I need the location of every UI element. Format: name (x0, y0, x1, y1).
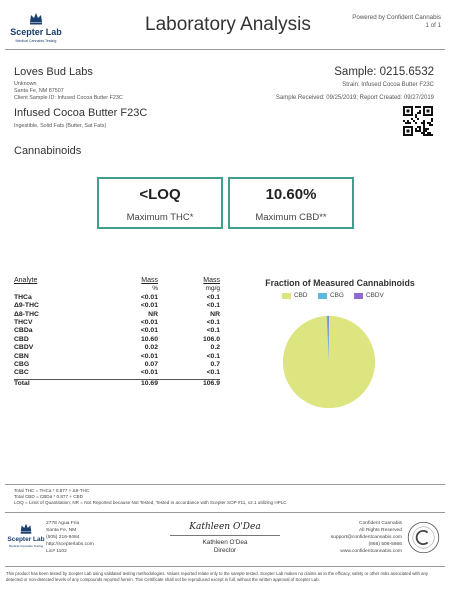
analyte-name: Δ8-THC (14, 310, 39, 318)
disclaimer-divider (5, 566, 445, 567)
mass-percent: <0.01 (140, 352, 158, 360)
mass-percent: <0.01 (140, 318, 158, 326)
mass-mg-per-g: 0.2 (210, 344, 220, 352)
mass-mg-per-g: <0.1 (206, 318, 220, 326)
table-header-row (14, 277, 224, 285)
analyte-name: THCa (14, 293, 32, 301)
signature-line (170, 535, 280, 536)
confident-name: Confident Cannabis (359, 521, 402, 526)
sample-strain: Strain: Infused Cocoa Butter F23C (342, 82, 434, 88)
confident-cannabis-seal-icon (407, 521, 440, 554)
analyte-name: CBDV (14, 344, 34, 352)
logo-subtitle: Medical Cannabis Testing (15, 39, 57, 43)
footer-logo-name: Scepter Lab (7, 536, 45, 543)
report-header (5, 8, 445, 46)
mass-percent: 0.02 (144, 344, 158, 352)
table-units-row (14, 285, 224, 293)
table-row (14, 361, 224, 369)
client-name: Loves Bud Labs (14, 66, 93, 78)
crown-icon (28, 10, 44, 26)
pie-chart (281, 314, 377, 410)
total-mg: 106.9 (202, 379, 220, 387)
mass-percent: 0.07 (144, 360, 158, 368)
legend-label: CBD (294, 292, 308, 299)
page-title: Laboratory Analysis (145, 14, 311, 35)
signer-role: Director (213, 547, 237, 554)
max-cbd-label: Maximum CBD** (255, 212, 327, 223)
total-label: Total (14, 379, 30, 387)
header-analyte: Analyte (14, 277, 38, 284)
analyte-name: Δ9-THC (14, 302, 39, 310)
section-title-cannabinoids: Cannabinoids (14, 145, 82, 157)
legend-swatch (318, 293, 327, 299)
signer-name: Kathleen O'Dea (202, 539, 248, 546)
total-divider (14, 379, 220, 380)
table-row (14, 344, 224, 352)
client-address-line2: Santa Fe, NM 87507 (14, 88, 64, 94)
mass-percent: <0.01 (140, 293, 158, 301)
table-row (14, 294, 224, 302)
max-thc-value: <LOQ (139, 186, 181, 203)
mass-percent: 10.60 (140, 335, 158, 343)
analyte-name: CBDa (14, 327, 33, 335)
powered-by-text: Powered by Confident Cannabis (352, 14, 441, 21)
table-body (14, 294, 224, 378)
product-category: Ingestible, Solid Fats (Butter, Sat Fats) (14, 123, 107, 129)
unit-mg-per-g: mg/g (205, 285, 220, 293)
legend-swatch (282, 293, 291, 299)
sample-dates: Sample Received: 09/25/2019; Report Created: 09/27/2019 (275, 95, 434, 101)
scepter-lab-logo (7, 10, 65, 46)
mass-mg-per-g: 106.0 (202, 335, 220, 343)
footnote-loq: LOQ = Limit of Quantitation; NR = Not Reported because Not Tested, Tested in accordance with Scepter SOP #11, v2.1 utilizing HPLC (14, 500, 287, 505)
header-mass-mg: Mass (203, 277, 220, 284)
cannabinoid-table (14, 277, 224, 388)
footer-address-line: Santa Fe, NM (46, 528, 77, 533)
mass-mg-per-g: <0.1 (206, 302, 220, 310)
table-row (14, 319, 224, 327)
footer-license: Lic# 1102 (46, 549, 67, 554)
mass-percent: <0.01 (140, 369, 158, 377)
confident-website-link[interactable]: www.confidentcannabis.com (340, 549, 402, 554)
mass-mg-per-g: <0.1 (206, 352, 220, 360)
analyte-name: CBN (14, 352, 29, 360)
max-cbd-value: 10.60% (265, 186, 317, 203)
mass-mg-per-g: NR (210, 310, 220, 318)
footer-address-line: 2778 Agua Fria (46, 521, 80, 526)
header-divider (5, 49, 445, 50)
qr-code-icon (403, 106, 433, 136)
table-row (14, 353, 224, 361)
table-row (14, 327, 224, 335)
unit-percent: % (152, 285, 158, 293)
disclaimer-text: This product has been tested by Scepter Lab using validated testing methodologies. Values reported relate only to the sample tested. Scepter Lab makes no claims as to the efficacy, safety or other risks associated with any detected or non-detected levels of any compounds reported herein. This Certificate shall not be reproduced except in full, without the written approval of Scepter Lab. (6, 571, 429, 582)
client-address-line1: Unknown (14, 81, 37, 87)
footer-website-link[interactable]: http://scepterlabs.com (46, 542, 94, 547)
signature: Kathleen O'Dea (189, 522, 261, 532)
max-cbd-box (228, 177, 354, 229)
footnote-total-cbd: Total CBD = CBDa * 0.877 + CBD (14, 494, 83, 499)
sample-id: Sample: 0215.6532 (334, 66, 434, 78)
mass-percent: NR (148, 310, 158, 318)
logo-name: Scepter Lab (10, 27, 62, 37)
mass-percent: <0.01 (140, 302, 158, 310)
product-title: Infused Cocoa Butter F23C (14, 107, 148, 119)
analyte-name: CBD (14, 335, 29, 343)
legend-swatch (354, 293, 363, 299)
page-number: 1 of 1 (425, 22, 441, 29)
analyte-name: THCV (14, 318, 33, 326)
mass-mg-per-g: 0.7 (210, 360, 220, 368)
mass-mg-per-g: <0.1 (206, 369, 220, 377)
legend-label: CBG (330, 292, 344, 299)
confident-phone: (866) 506-5866 (368, 542, 402, 547)
footer-divider (5, 512, 445, 513)
footnote-total-thc: Total THC = THCa * 0.877 + Δ9-THC (14, 488, 90, 493)
footer-logo-subtitle: Medical Cannabis Testing (8, 544, 44, 548)
confident-rights: All Rights Reserved (359, 528, 402, 533)
client-sample-id: Client Sample ID: Infused Cocoa Butter F23C (14, 95, 123, 101)
analyte-name: CBG (14, 360, 30, 368)
mass-percent: <0.01 (140, 327, 158, 335)
total-percent: 10.69 (140, 379, 158, 387)
table-row (14, 369, 224, 377)
legend-label: CBDV (366, 292, 384, 299)
table-row (14, 336, 224, 344)
analyte-name: CBC (14, 369, 29, 377)
confident-email-link[interactable]: support@confidentcannabis.com (330, 535, 402, 540)
chart-title: Fraction of Measured Cannabinoids (265, 278, 415, 288)
table-row (14, 302, 224, 310)
table-row (14, 311, 224, 319)
max-thc-box (97, 177, 223, 229)
crown-icon (19, 521, 33, 535)
max-thc-label: Maximum THC* (126, 212, 194, 223)
mass-mg-per-g: <0.1 (206, 327, 220, 335)
footer-phone: (505) 216-9484 (46, 535, 80, 540)
footer-logo (6, 521, 46, 557)
mass-mg-per-g: <0.1 (206, 293, 220, 301)
footnote-divider (5, 484, 445, 485)
header-mass-percent: Mass (141, 277, 158, 284)
table-total-row (14, 380, 224, 388)
